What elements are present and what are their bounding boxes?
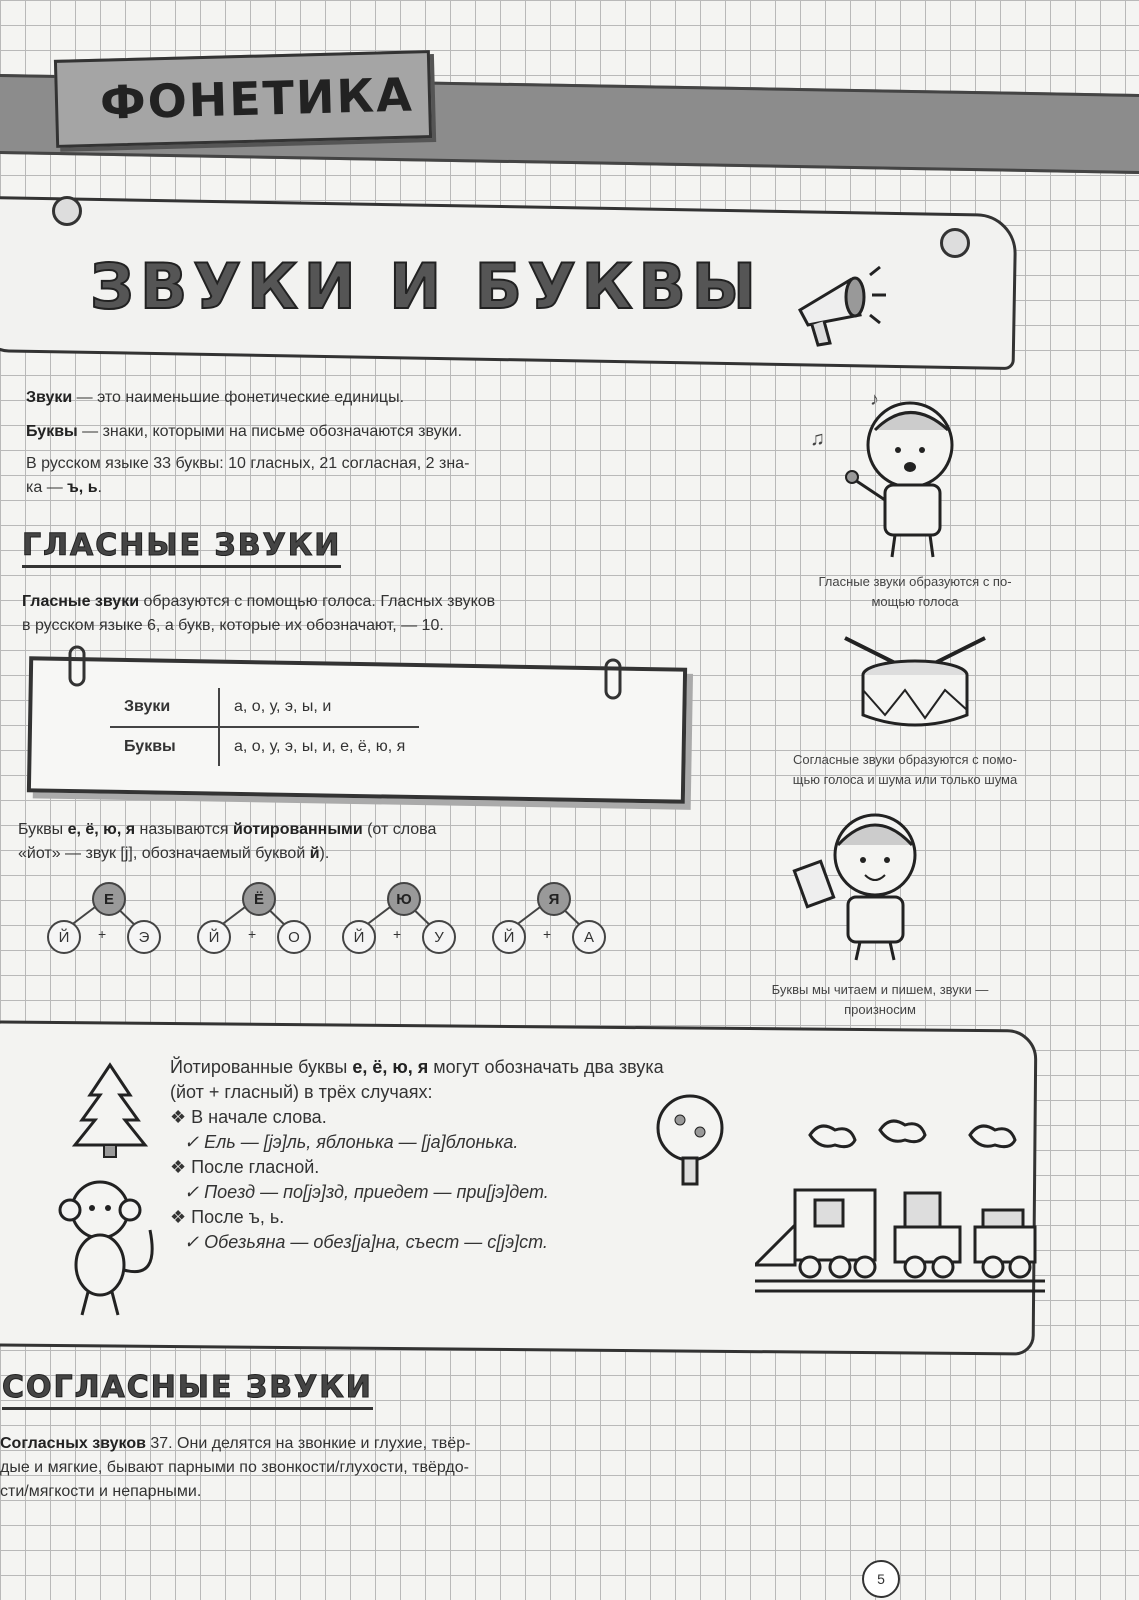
def-letters: — знаки, которыми на письме обозначаются звуки. (77, 423, 463, 440)
tree-left-sound: Й (47, 920, 81, 954)
pin-icon (52, 196, 82, 226)
case-example: Ель — [jэ]ль, яблонька — [jа]блонька. (204, 1132, 519, 1152)
iotated-text (18, 818, 688, 866)
caption-line: произносим (844, 1002, 916, 1017)
case-label: После ъ, ь. (191, 1207, 285, 1227)
svg-text:♪: ♪ (870, 389, 879, 409)
tree-top-letter: Ю (387, 882, 421, 916)
plus-sign: + (248, 926, 257, 942)
plus-sign: + (98, 926, 107, 942)
list-item (170, 1230, 820, 1255)
tree-left-sound: Й (492, 920, 526, 954)
board-text: могут обозначать два звука (428, 1057, 664, 1077)
board-text: Йотированные буквы (170, 1057, 353, 1077)
tree-top-letter: Я (537, 882, 571, 916)
term-sounds: Звуки (26, 389, 73, 406)
pin-icon (940, 228, 970, 258)
vowels-line2: в русском языке 6, а букв, которые их обозначают, — 10. (22, 617, 444, 634)
page-number: 5 (862, 1560, 900, 1598)
letter-count-cont: ка — (26, 479, 68, 496)
diamond-bullet-icon: ❖ (170, 1157, 192, 1177)
tree-right-sound: О (277, 920, 311, 954)
caption-line: щью голоса и шума или только шума (792, 772, 1018, 787)
section-title: ФОНЕТИКА (99, 67, 415, 130)
case-example: Обезьяна — обез[jа]на, съест — с[jэ]ст. (204, 1232, 548, 1252)
signs-letters: ъ, ь (67, 479, 98, 496)
vowels-line1: образуются с помощью голоса. Гласных звуков (139, 593, 496, 610)
board-letters: е, ё, ю, я (352, 1057, 429, 1077)
consonants-text (0, 1432, 690, 1504)
check-icon: ✓ (184, 1182, 205, 1202)
check-icon: ✓ (184, 1132, 205, 1152)
diamond-bullet-icon: ❖ (170, 1107, 192, 1127)
case-example: Поезд — по[jэ]зд, приедет — при[jэ]дет. (204, 1182, 549, 1202)
board-text: (йот + гласный) в трёх случаях: (170, 1082, 433, 1102)
train-icon (755, 1115, 1045, 1315)
check-icon: ✓ (184, 1232, 205, 1252)
tree-right-sound: У (422, 920, 456, 954)
fir-tree-icon (70, 1060, 150, 1160)
drum-caption (740, 750, 1070, 790)
paperclip-icon (66, 645, 88, 687)
caption-line: мощью голоса (871, 594, 959, 609)
term-letters: Буквы (26, 423, 78, 440)
singer-illustration (800, 385, 990, 565)
table-row (110, 727, 419, 766)
reader-illustration (790, 805, 940, 965)
consonants-line1: 37. Они делятся на звонкие и глухие, твёр- (145, 1435, 471, 1452)
consonants-line2: дые и мягкие, бывают парными по звонкости/глухости, твёрдо- (0, 1459, 469, 1476)
tree-top-letter: Е (92, 882, 126, 916)
megaphone-icon (780, 255, 890, 355)
tree-left-sound: Й (197, 920, 231, 954)
apple-tree-icon (650, 1090, 730, 1190)
svg-text:♫: ♫ (810, 428, 825, 450)
intro-block (26, 386, 706, 500)
list-item (170, 1205, 820, 1230)
plus-sign: + (393, 926, 402, 942)
page-title: ЗВУКИ И БУКВЫ (90, 250, 762, 323)
case-label: После гласной. (191, 1157, 320, 1177)
iot-text: Буквы (18, 821, 68, 838)
singer-caption (765, 572, 1065, 612)
reader-caption (715, 980, 1045, 1020)
iot-term: йотированными (233, 821, 363, 838)
case-label: В начале слова. (191, 1107, 327, 1127)
caption-line: Гласные звуки образуются с по- (818, 574, 1012, 589)
def-sounds: — это наименьшие фонетические единицы. (72, 389, 405, 406)
punct: . (97, 479, 102, 496)
consonants-line3: сти/мягкости и непарными. (0, 1483, 202, 1500)
letter-count-line: В русском языке 33 буквы: 10 гласных, 21 согласная, 2 зна- (26, 455, 470, 472)
table-row (110, 688, 419, 727)
table-key: Звуки (110, 688, 219, 727)
table-value: а, о, у, э, ы, и, е, ё, ю, я (219, 727, 419, 766)
letter-trees (40, 880, 680, 970)
iot-text: «йот» — звук [j], обозначаемый буквой (18, 845, 310, 862)
tree-right-sound: Э (127, 920, 161, 954)
iot-text: (от слова (362, 821, 437, 838)
iot-text: ). (319, 845, 330, 862)
term-consonants: Согласных звуков (0, 1435, 146, 1452)
iot-text: называются (135, 821, 234, 838)
drum-icon (835, 630, 995, 735)
vowels-table (110, 688, 419, 766)
paperclip-icon (602, 658, 624, 700)
iot-letters: е, ё, ю, я (67, 821, 136, 838)
section-tag (54, 50, 432, 148)
tree-top-letter: Ё (242, 882, 276, 916)
tree-right-sound: А (572, 920, 606, 954)
monkey-icon (30, 1170, 170, 1320)
table-value: а, о, у, э, ы, и (234, 698, 332, 715)
vowels-text (22, 590, 702, 638)
diamond-bullet-icon: ❖ (170, 1207, 192, 1227)
caption-line: Согласные звуки образуются с помо- (792, 752, 1017, 767)
caption-line: Буквы мы читаем и пишем, звуки — (771, 982, 989, 997)
tree-left-sound: Й (342, 920, 376, 954)
plus-sign: + (543, 926, 552, 942)
iot-letter: й (309, 845, 320, 862)
table-key: Буквы (110, 727, 219, 766)
term-vowels: Гласные звуки (22, 593, 140, 610)
vowels-heading: ГЛАСНЫЕ ЗВУКИ (22, 528, 341, 568)
consonants-heading: СОГЛАСНЫЕ ЗВУКИ (2, 1370, 373, 1410)
